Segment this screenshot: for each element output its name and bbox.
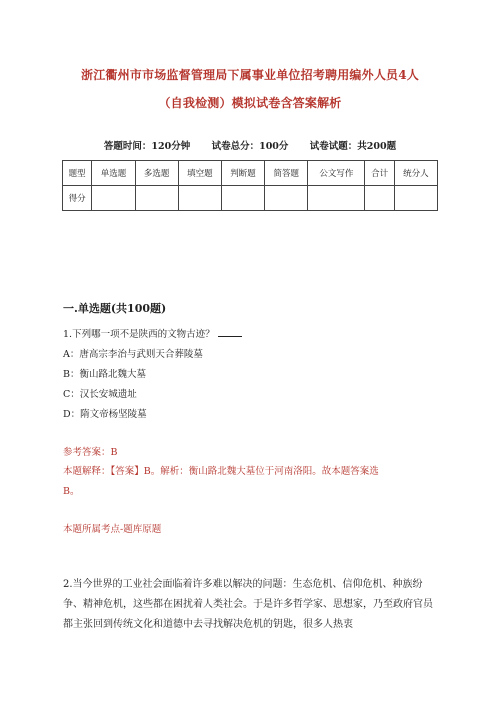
score-cell	[135, 186, 178, 211]
score-cell	[221, 186, 264, 211]
section-heading: 一.单选题(共100题)	[63, 302, 167, 315]
exam-question-count: 试卷试题：共200题	[309, 141, 397, 152]
score-header-cell: 统分人	[394, 161, 437, 186]
score-table-header-row	[63, 161, 438, 186]
document-title-line1: 浙江衢州市市场监督管理局下属事业单位招考聘用编外人员4人	[81, 68, 419, 82]
score-header-cell: 合计	[365, 161, 394, 186]
score-header-cell: 单选题	[92, 161, 135, 186]
document-title-line2: （自我检测）模拟试卷含答案解析	[158, 96, 342, 110]
question-1-option-b: B：衡山路北魏大墓	[63, 369, 146, 380]
question-1-source: 本题所属考点-题库原题	[63, 524, 162, 535]
question-1-stem-text: 1.下列哪一项不是陕西的文物古迹？	[63, 329, 215, 340]
question-1-analysis: 本题解释：【答案】B。解析：衡山路北魏大墓位于河南洛阳。故本题答案选	[63, 466, 379, 477]
score-header-cell: 简答题	[265, 161, 308, 186]
score-cell	[308, 186, 365, 211]
score-cell	[178, 186, 221, 211]
exam-total-score: 试卷总分：100分	[211, 141, 289, 152]
exam-time: 答题时间：120分钟	[103, 141, 191, 152]
question-1-analysis-cont: B。	[63, 486, 80, 497]
question-1-option-c: C：汉长安城遗址	[63, 389, 137, 400]
question-1-stem	[63, 326, 242, 340]
score-table-score-row	[63, 186, 438, 211]
score-header-cell: 题型	[63, 161, 92, 186]
score-cell	[92, 186, 135, 211]
score-header-cell: 填空题	[178, 161, 221, 186]
question-1-answer: 参考答案：B	[63, 447, 118, 458]
exam-meta	[0, 138, 500, 152]
score-table	[62, 160, 438, 211]
question-1-option-a: A：唐高宗李治与武则天合葬陵墓	[63, 349, 203, 360]
question-2-text: 2.当今世界的工业社会面临着许多难以解决的问题：生态危机、信仰危机、种族纷争、精神危机，这些都在困扰着人类社会。于是许多哲学家、思想家，乃至政府官员都主张回到传统文化和道德中去寻找解决危机的钥匙，很多人热衷	[63, 579, 433, 630]
score-row-label: 得分	[63, 186, 92, 211]
question-1-option-d: D：隋文帝杨坚陵墓	[63, 409, 147, 420]
answer-blank	[218, 327, 242, 337]
score-header-cell: 多选题	[135, 161, 178, 186]
score-cell	[394, 186, 437, 211]
score-header-cell: 判断题	[221, 161, 264, 186]
score-cell	[265, 186, 308, 211]
score-header-cell: 公文写作	[308, 161, 365, 186]
score-cell	[365, 186, 394, 211]
